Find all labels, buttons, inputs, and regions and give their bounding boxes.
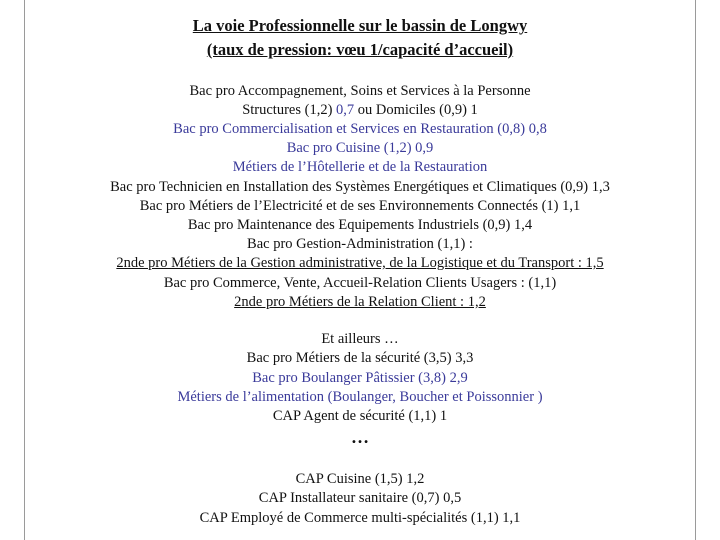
seconde-pro-relation-client: 2nde pro Métiers de la Relation Client : 1,2 (234, 294, 486, 310)
metiers-alimentation: Métiers de l’alimentation (Boulanger, Boucher et Poissonnier ) (177, 389, 543, 405)
cap-cuisine: CAP Cuisine (1,5) 1,2 (295, 471, 425, 487)
structures-label: Structures (1,2) (242, 102, 337, 118)
bac-pro-accompagnement: Bac pro Accompagnement, Soins et Services à la Personne (189, 83, 531, 99)
cap-employe-commerce: CAP Employé de Commerce multi-spécialités (1,1) 1,1 (199, 510, 521, 526)
structures-domiciles (0, 101, 720, 119)
bac-pro-commerce: Bac pro Commerce, Vente, Accueil-Relation Clients Usagers : (1,1) (163, 275, 557, 291)
bac-pro-commercialisation: Bac pro Commercialisation et Services en Restauration (0,8) 0,8 (173, 121, 547, 137)
title-line-1: La voie Professionnelle sur le bassin de Longwy (192, 16, 528, 35)
bac-pro-electricite: Bac pro Métiers de l’Electricité et de ses Environnements Connectés (1) 1,1 (139, 198, 581, 214)
cap-agent-securite: CAP Agent de sécurité (1,1) 1 (272, 408, 448, 424)
et-ailleurs-heading: Et ailleurs … (321, 331, 399, 347)
seconde-pro-gestion: 2nde pro Métiers de la Gestion administrative, de la Logistique et du Transport : 1,5 (116, 255, 604, 271)
bac-pro-boulanger: Bac pro Boulanger Pâtissier (3,8) 2,9 (252, 370, 468, 386)
bac-pro-gestion: Bac pro Gestion-Administration (1,1) : (247, 236, 473, 252)
bac-pro-cuisine: Bac pro Cuisine (1,2) 0,9 (286, 140, 434, 156)
bac-pro-securite: Bac pro Métiers de la sécurité (3,5) 3,3 (246, 350, 474, 366)
bac-pro-maintenance: Bac pro Maintenance des Equipements Industriels (0,9) 1,4 (187, 217, 533, 233)
bac-pro-technicien: Bac pro Technicien en Installation des Systèmes Energétiques et Climatiques (0,9) 1,3 (110, 179, 610, 195)
structures-value: 0,7 (336, 102, 355, 118)
domiciles-label: ou Domiciles (0,9) 1 (354, 102, 478, 118)
cap-installateur-sanitaire: CAP Installateur sanitaire (0,7) 0,5 (258, 490, 462, 506)
ellipsis: … (351, 427, 369, 447)
title-line-2: (taux de pression: vœu 1/capacité d’accueil) (206, 40, 514, 59)
metiers-hotellerie: Métiers de l’Hôtellerie et de la Restauration (232, 159, 488, 175)
